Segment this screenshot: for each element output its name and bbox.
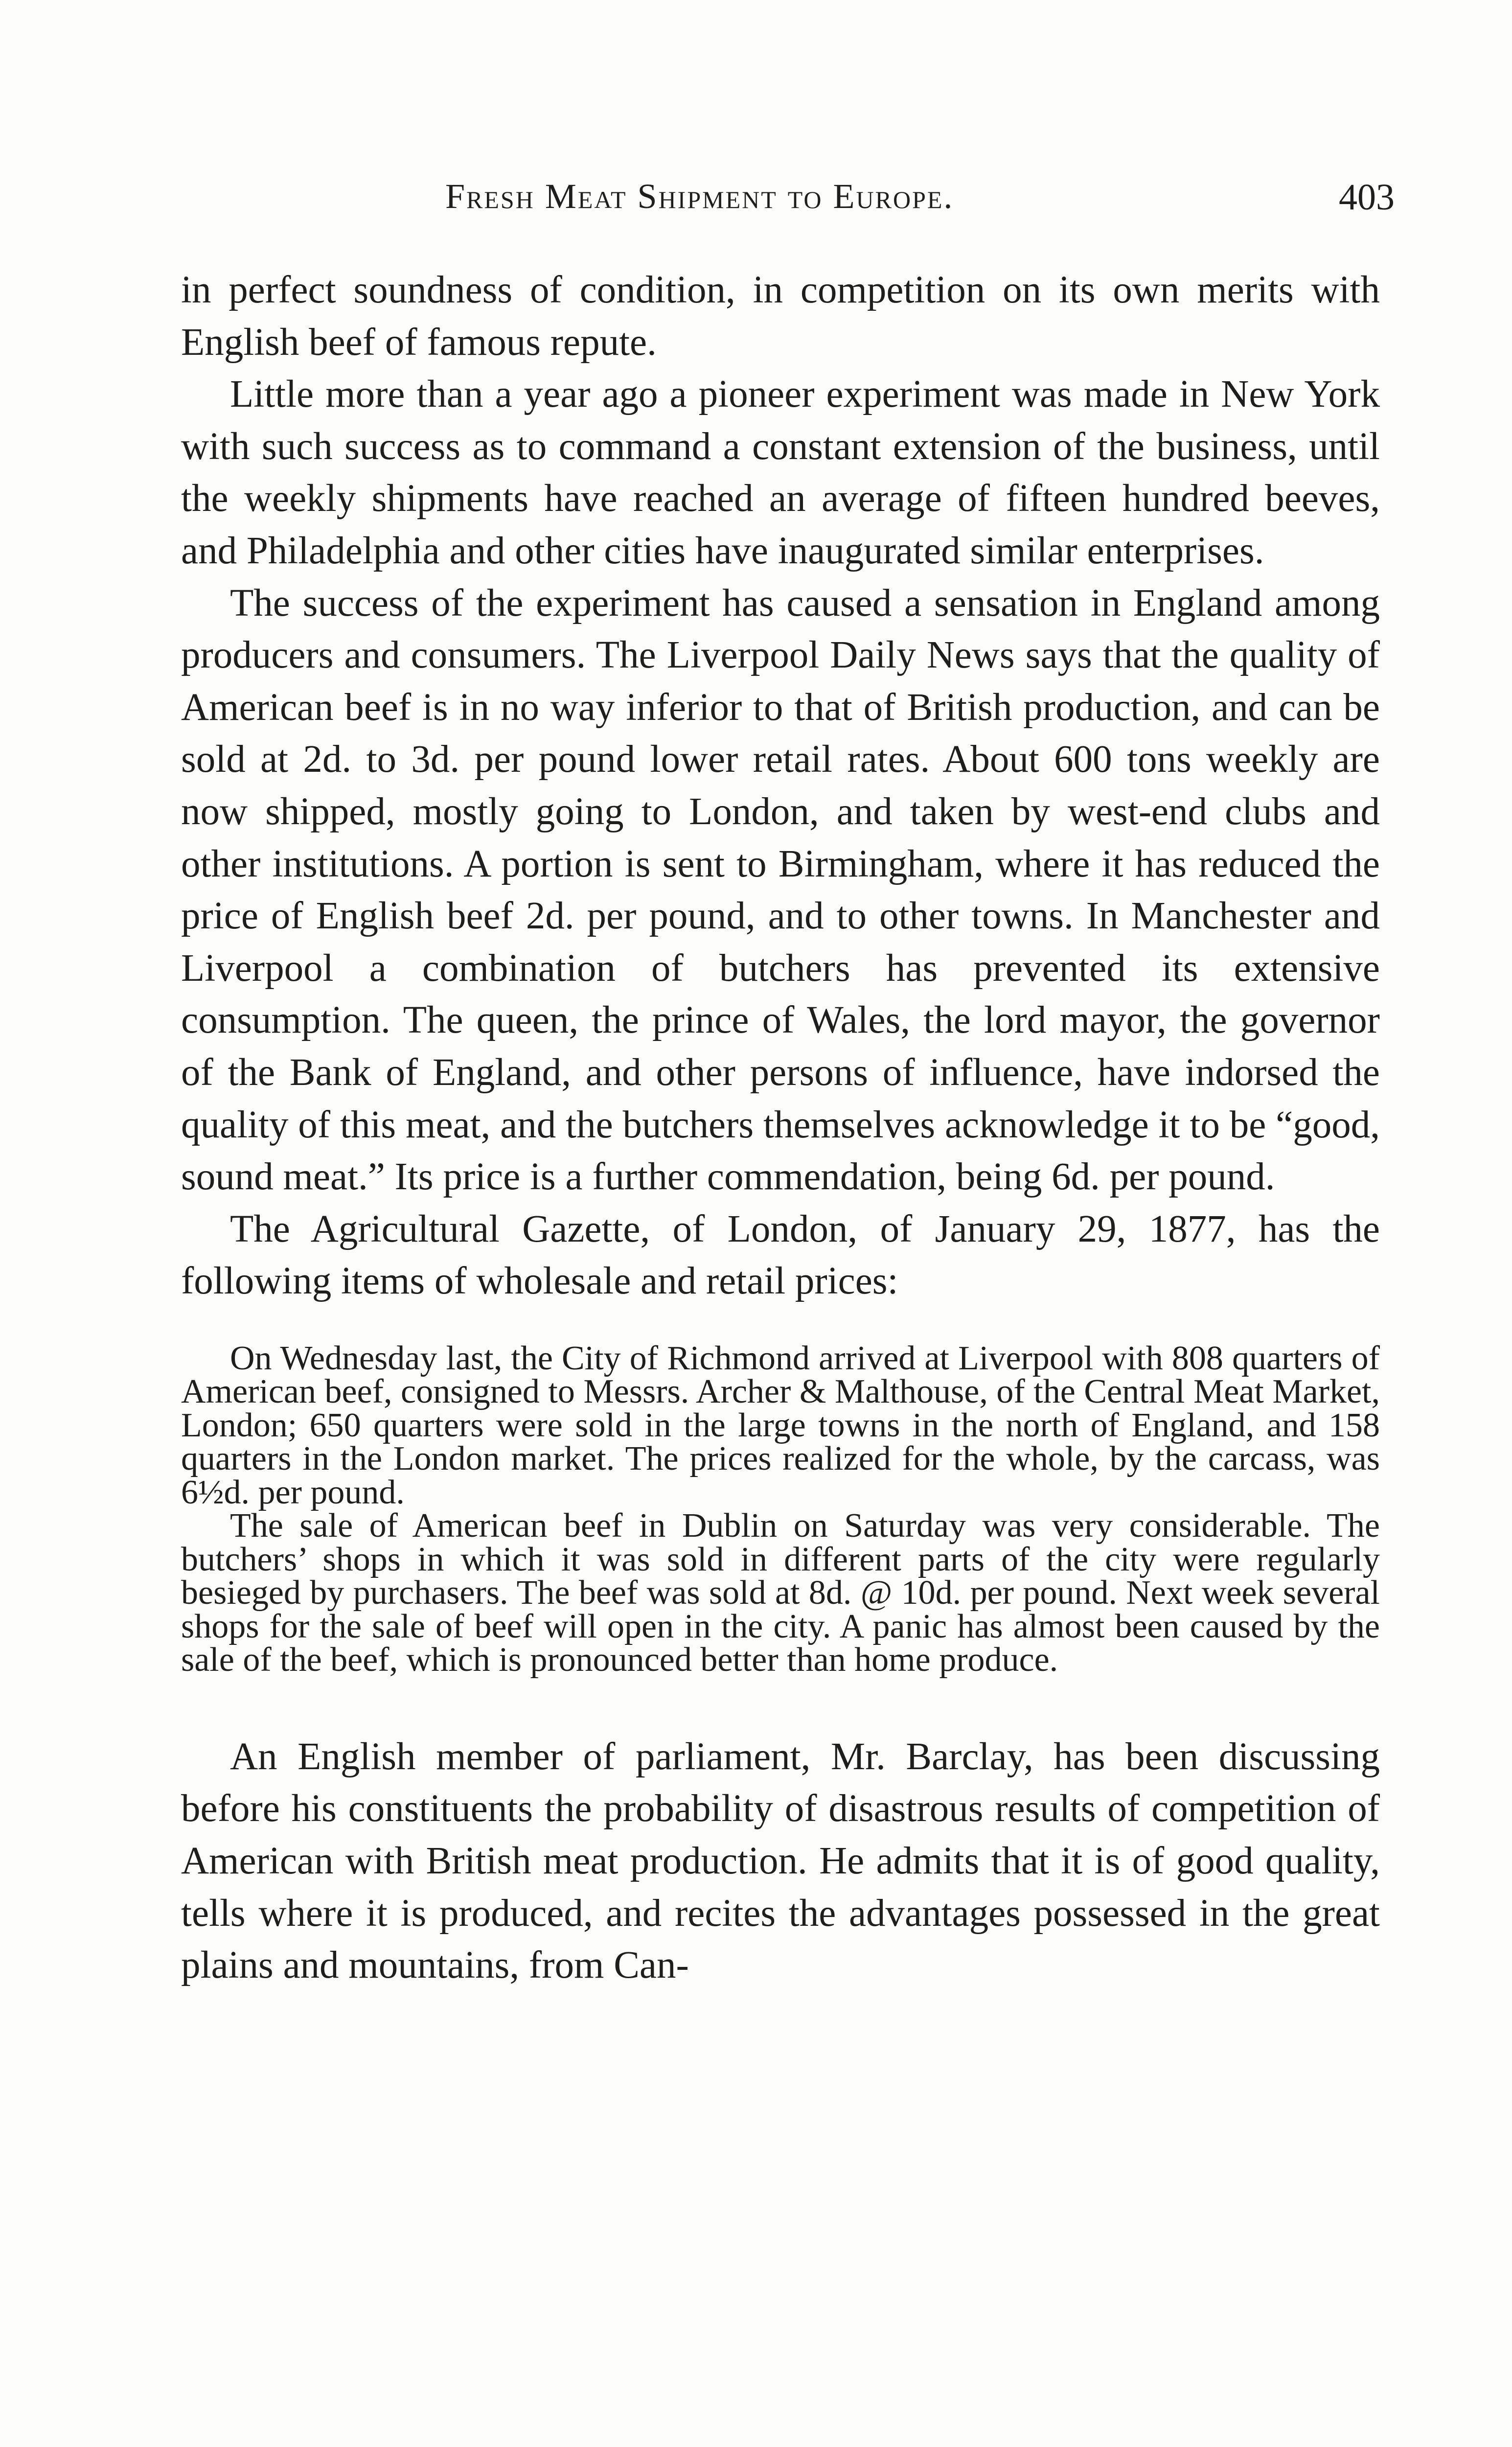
quote-paragraph-dublin: The sale of American beef in Dublin on Saturday was very considerable. The butchers’ shops in which it was sold in different parts of the city were regularly besieged by purchasers. The beef was sold at 8d. @ 10d. per pound. Next week several shops for the sale of beef will open in the city. A panic has almost been caused by the sale of the beef, which is pronounced better than home produce. [181,1507,1380,1679]
quote-paragraph-liverpool: On Wednesday last, the City of Richmond arrived at Liverpool with 808 quarters of American beef, consigned to Messrs. Archer & Malthouse, of the Central Meat Market, London; 650 quarters were sold in the large towns in the north of England, and 158 quarters in the London market. The prices realized for the whole, by the carcass, was 6½d. per pound. [181,1339,1380,1511]
paragraph-parliament: An English member of parliament, Mr. Barclay, has been discussing before his constituents the probability of disastrous results of competition of American with British meat production. He admits that it is of good quality, tells where it is produced, and recites the advantages possessed in the great plains and mountains, from Can- [181,1735,1380,1987]
paragraph-england-sensation: The success of the experiment has caused a sensation in England among producers and consumers. The Liverpool Daily News says that the quality of American beef is in no way inferior to that of British production, and can be sold at 2d. to 3d. per pound lower retail rates. About 600 tons weekly are now shipped, mostly going to London, and taken by west-end clubs and other institutions. A portion is sent to Birmingham, where it has reduced the price of English beef 2d. per pound, and to other towns. In Manchester and Liverpool a combination of butchers has prevented its extensive consumption. The queen, the prince of Wales, the lord mayor, the governor of the Bank of England, and other persons of influence, have indorsed the quality of this meat, and the butchers themselves acknowledge it to be “good, sound meat.” Its price is a further commendation, being 6d. per pound. [181,581,1380,1199]
paragraph-new-york-experiment: Little more than a year ago a pioneer experiment was made in New York with such success as to command a constant extension of the business, until the weekly shipments have reached an average of fifteen hundred beeves, and Philadelphia and other cities have inaugurated similar enterprises. [181,373,1380,572]
block-quote [181,1339,1380,1679]
page-number: 403 [1339,177,1395,218]
page-header [181,166,1395,225]
running-title: Fresh Meat Shipment to Europe. [445,177,954,216]
main-text [181,264,1380,1308]
paragraph-gazette-intro: The Agricultural Gazette, of London, of January 29, 1877, has the following items of wholesale and retail prices: [181,1207,1380,1303]
body-text [181,264,1380,1992]
paragraph-continuation: in perfect soundness of condition, in competition on its own merits with English beef of famous repute. [181,269,1380,364]
